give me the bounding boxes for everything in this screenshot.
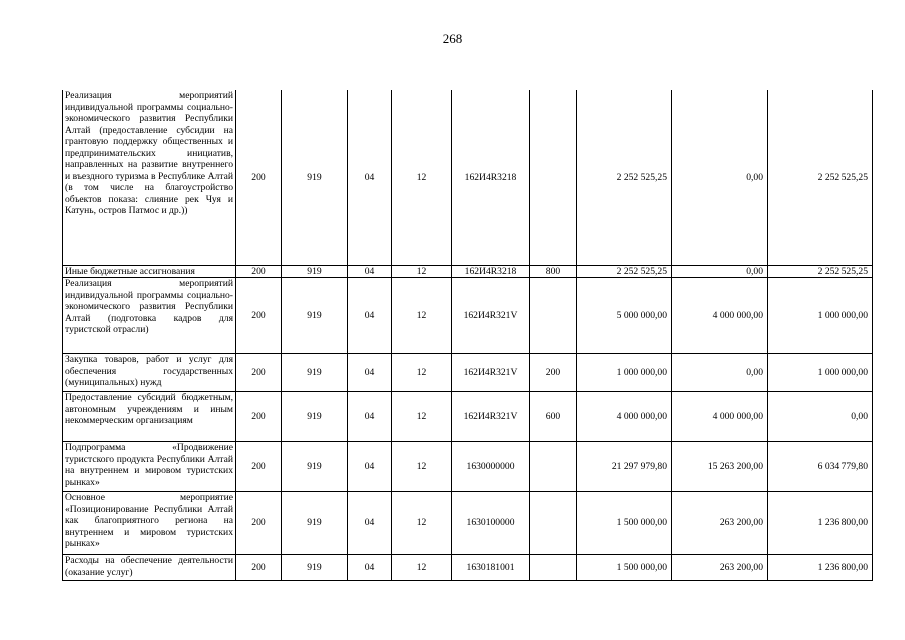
row-expense-type [530, 442, 577, 492]
row-name: Подпрограмма «Продвижение туристского продукта Республики Алтай на внутреннем и мировом туристских рынках» [63, 442, 236, 492]
row-amount-federal: 0,00 [672, 265, 768, 278]
row-target: 162И4R3218 [452, 265, 530, 278]
row-ministry: 919 [282, 278, 348, 354]
row-section: 04 [348, 90, 392, 265]
row-amount-regional: 6 034 779,80 [768, 442, 873, 492]
row-code: 200 [236, 555, 282, 581]
row-amount: 1 500 000,00 [577, 555, 672, 581]
table-row [63, 492, 873, 555]
row-amount: 5 000 000,00 [577, 278, 672, 354]
row-subsection: 12 [392, 278, 452, 354]
row-amount-federal: 15 263 200,00 [672, 442, 768, 492]
row-ministry: 919 [282, 555, 348, 581]
row-name: Иные бюджетные ассигнования [63, 265, 236, 278]
row-ministry: 919 [282, 492, 348, 555]
row-ministry: 919 [282, 265, 348, 278]
table-body [63, 90, 873, 581]
row-code: 200 [236, 90, 282, 265]
table-row [63, 392, 873, 442]
row-code: 200 [236, 278, 282, 354]
row-amount-federal: 263 200,00 [672, 555, 768, 581]
row-target: 162И4R321V [452, 278, 530, 354]
row-target: 1630000000 [452, 442, 530, 492]
row-amount-regional: 1 236 800,00 [768, 555, 873, 581]
row-ministry: 919 [282, 392, 348, 442]
row-target: 1630181001 [452, 555, 530, 581]
table-row [63, 90, 873, 265]
row-expense-type [530, 278, 577, 354]
row-section: 04 [348, 492, 392, 555]
row-section: 04 [348, 392, 392, 442]
row-amount-federal: 263 200,00 [672, 492, 768, 555]
row-name: Реализация мероприятий индивидуальной программы социально-экономического развития Республики Алтай (предоставление субсидии на грантовую поддержку общественных и предпринимательских инициатив, направленных на развитие внутреннего и въездного туризма в Республике Алтай (в том числе на благоустройство объектов показа: слияние рек Чуя и Катунь, остров Патмос и др.)) [63, 90, 236, 265]
row-name: Основное мероприятие «Позиционирование Республики Алтай как благоприятного региона на внутреннем и мировом туристских рынках» [63, 492, 236, 555]
row-subsection: 12 [392, 354, 452, 392]
row-amount: 1 000 000,00 [577, 354, 672, 392]
table-row [63, 265, 873, 278]
row-name: Предоставление субсидий бюджетным, автономным учреждениям и иным некоммерческим организациям [63, 392, 236, 442]
row-subsection: 12 [392, 90, 452, 265]
row-amount-federal: 0,00 [672, 90, 768, 265]
row-target: 162И4R321V [452, 354, 530, 392]
row-amount-regional: 2 252 525,25 [768, 90, 873, 265]
row-name: Расходы на обеспечение деятельности (оказание услуг) [63, 555, 236, 581]
row-amount: 21 297 979,80 [577, 442, 672, 492]
row-expense-type [530, 492, 577, 555]
row-section: 04 [348, 278, 392, 354]
row-ministry: 919 [282, 90, 348, 265]
row-amount-regional: 2 252 525,25 [768, 265, 873, 278]
row-amount: 2 252 525,25 [577, 265, 672, 278]
row-subsection: 12 [392, 392, 452, 442]
row-expense-type [530, 90, 577, 265]
table-row [63, 442, 873, 492]
row-target: 162И4R321V [452, 392, 530, 442]
row-code: 200 [236, 392, 282, 442]
row-amount: 4 000 000,00 [577, 392, 672, 442]
row-section: 04 [348, 354, 392, 392]
row-amount-regional: 0,00 [768, 392, 873, 442]
row-target: 1630100000 [452, 492, 530, 555]
row-name: Реализация мероприятий индивидуальной программы социально-экономического развития Республики Алтай (подготовка кадров для туристской отрасли) [63, 278, 236, 354]
row-expense-type: 800 [530, 265, 577, 278]
row-ministry: 919 [282, 354, 348, 392]
table-row [63, 278, 873, 354]
row-code: 200 [236, 354, 282, 392]
row-amount-federal: 0,00 [672, 354, 768, 392]
row-section: 04 [348, 265, 392, 278]
row-section: 04 [348, 442, 392, 492]
row-subsection: 12 [392, 442, 452, 492]
row-target: 162И4R3218 [452, 90, 530, 265]
table-row [63, 555, 873, 581]
row-amount-regional: 1 236 800,00 [768, 492, 873, 555]
row-amount-regional: 1 000 000,00 [768, 278, 873, 354]
row-subsection: 12 [392, 492, 452, 555]
table-row [63, 354, 873, 392]
row-ministry: 919 [282, 442, 348, 492]
row-amount: 1 500 000,00 [577, 492, 672, 555]
row-code: 200 [236, 265, 282, 278]
row-subsection: 12 [392, 555, 452, 581]
row-code: 200 [236, 492, 282, 555]
row-name: Закупка товаров, работ и услуг для обеспечения государственных (муниципальных) нужд [63, 354, 236, 392]
row-amount-regional: 1 000 000,00 [768, 354, 873, 392]
row-amount: 2 252 525,25 [577, 90, 672, 265]
row-expense-type [530, 555, 577, 581]
row-amount-federal: 4 000 000,00 [672, 392, 768, 442]
row-code: 200 [236, 442, 282, 492]
page-number: 268 [442, 31, 463, 46]
row-section: 04 [348, 555, 392, 581]
row-expense-type: 200 [530, 354, 577, 392]
row-expense-type: 600 [530, 392, 577, 442]
row-subsection: 12 [392, 265, 452, 278]
row-amount-federal: 4 000 000,00 [672, 278, 768, 354]
budget-table [62, 90, 873, 581]
